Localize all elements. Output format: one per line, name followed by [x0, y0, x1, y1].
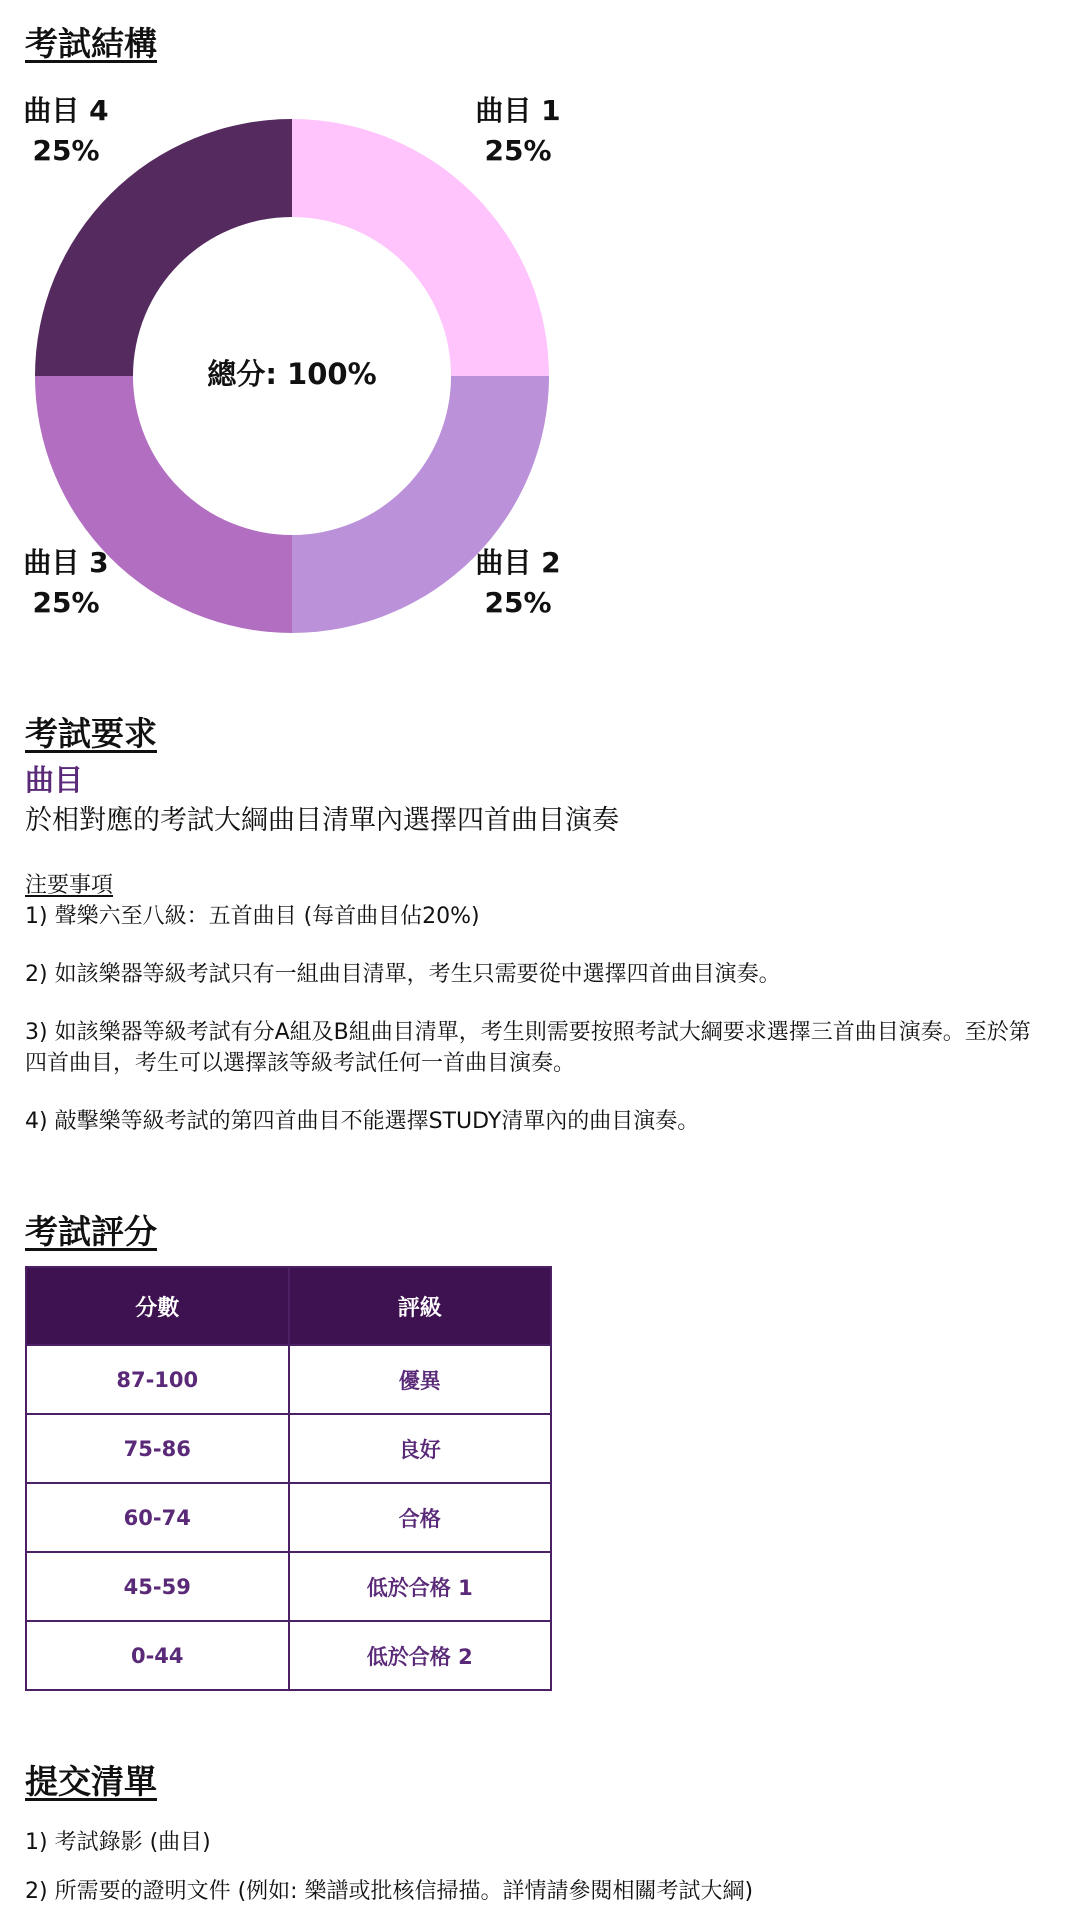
slice-name-label: 曲目 4 [23, 94, 109, 127]
submission-item-2: 2) 所需要的證明文件 (例如: 樂譜或批核信掃描。詳情請參閱相關考試大綱) [25, 1879, 754, 1904]
table-row [26, 1345, 551, 1414]
donut-center-label: 總分: 100% [207, 357, 377, 391]
notes-heading: 注要事項 [25, 873, 114, 898]
header-score: 分數 [26, 1267, 289, 1345]
rating-cell: 優異 [289, 1345, 552, 1414]
score-cell: 60-74 [26, 1483, 289, 1552]
slice-value-label: 25% [484, 134, 552, 167]
note-item-3: 3) 如該樂器等級考試有分A組及B組曲目清單，考生則需要按照考試大綱要求選擇三首曲目演奏。至於第四首曲目，考生可以選擇該等級考試任何一首曲目演奏。 [25, 1020, 1031, 1076]
slice-value-label: 25% [32, 586, 100, 619]
rating-cell: 良好 [289, 1414, 552, 1483]
submission-item-1: 1) 考試錄影 (曲目) [25, 1830, 211, 1855]
table-row [26, 1483, 551, 1552]
rating-cell: 低於合格 1 [289, 1552, 552, 1621]
score-cell: 45-59 [26, 1552, 289, 1621]
table-row [26, 1621, 551, 1690]
donut-chart [0, 90, 580, 650]
note-item-2: 2) 如該樂器等級考試只有一組曲目清單，考生只需要從中選擇四首曲目演奏。 [25, 962, 781, 987]
slice-value-label: 25% [484, 586, 552, 619]
rating-cell: 低於合格 2 [289, 1621, 552, 1690]
notes-block [25, 870, 1035, 1137]
submission-title: 提交清單 [25, 1762, 157, 1801]
grading-table [25, 1266, 552, 1691]
score-cell: 75-86 [26, 1414, 289, 1483]
slice-name-label: 曲目 2 [475, 546, 561, 579]
slice-value-label: 25% [32, 134, 100, 167]
grading-title: 考試評分 [25, 1212, 157, 1251]
slice-name-label: 曲目 3 [23, 546, 109, 579]
header-rating: 評級 [289, 1267, 552, 1345]
structure-title: 考試結構 [25, 24, 157, 63]
requirements-title: 考試要求 [25, 714, 157, 753]
score-cell: 0-44 [26, 1621, 289, 1690]
score-cell: 87-100 [26, 1345, 289, 1414]
repertoire-description: 於相對應的考試大綱曲目清單內選擇四首曲目演奏 [25, 805, 619, 836]
table-row [26, 1552, 551, 1621]
table-row [26, 1414, 551, 1483]
repertoire-subhead: 曲目 [25, 763, 84, 797]
grading-header-row [26, 1267, 551, 1345]
note-item-1: 1) 聲樂六至八級：五首曲目 (每首曲目佔20%) [25, 904, 480, 929]
note-item-4: 4) 敲擊樂等級考試的第四首曲目不能選擇STUDY清單內的曲目演奏。 [25, 1109, 700, 1134]
rating-cell: 合格 [289, 1483, 552, 1552]
slice-name-label: 曲目 1 [475, 94, 561, 127]
